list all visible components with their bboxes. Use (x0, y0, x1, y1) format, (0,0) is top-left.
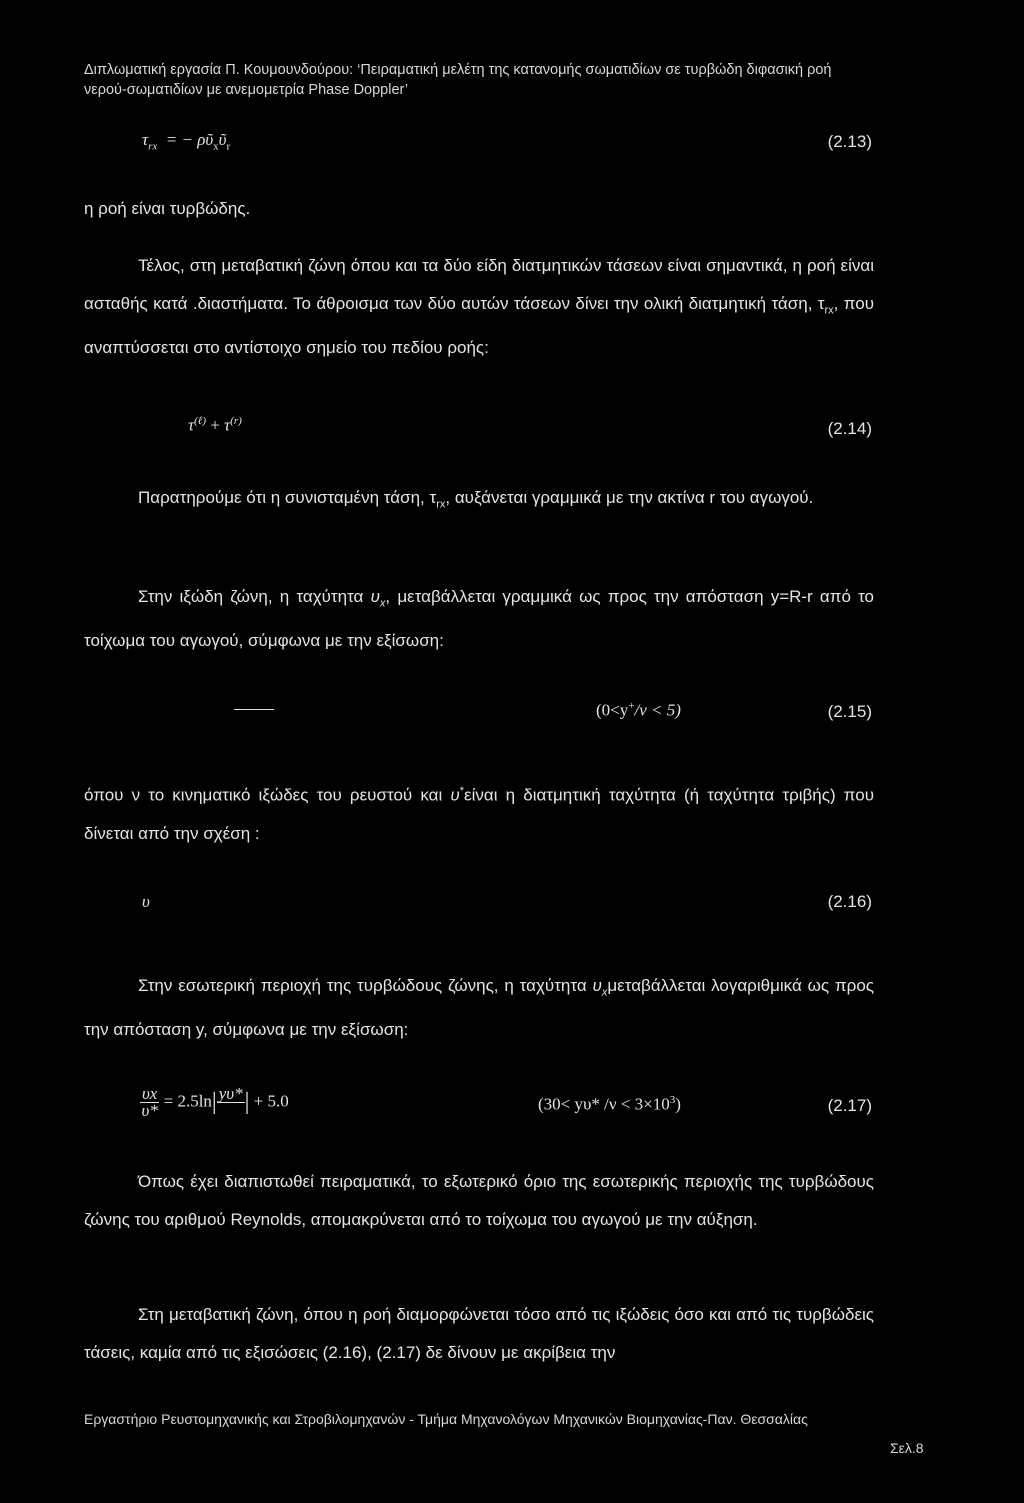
page-header (84, 60, 984, 100)
paragraph-inner: Στην εσωτερική περιοχή της τυρβώδους ζώνης, η ταχύτητα $\upsilon_x\mu\varepsilon\tau\alpha\beta ά\lambda\lambda\varepsilon\tau\alpha\iota$ λογαριθμικά ως προς την απόσταση y, σύμφωνα με την εξίσωση: (84, 976, 874, 1040)
equation-2-16: υ (142, 892, 150, 911)
equation-number-2-15: (2.15) (827, 702, 872, 721)
paragraph-reynolds: Όπως έχει διαπιστωθεί πειραματικά, το εξωτερικό όριο της εσωτερικής περιοχής της τυρβώδους ζώνης του αριθμού Reynolds, απομακρύνεται από το τοίχωμα του αγωγού με την αύξηση. (84, 1172, 874, 1229)
equation-2-17: $\frac{\upsilon x}{\upsilon*}$ = 2.5ln| yυ* | + 5.0 (141, 1084, 289, 1120)
paragraph-observe: Παρατηρούμε ότι η συνισταμένη τάση, $\tau_{rx}$, αυξάνεται γραμμικά με την ακτίνα r του αγωγού. (138, 488, 814, 511)
paragraph-nu: όπου ν το κινηματικό ιξώδες του ρευστού και υ*είναι η διατμητική ταχύτητα (ή ταχύτητα τριβής) που δίνεται από την σχέση : (84, 785, 875, 843)
equation-2-15 (234, 698, 274, 718)
fraction-ux-over-ustar: $\frac{\upsilon x}{\upsilon*}$ (141, 1084, 158, 1120)
equation-number-2-16: (2.16) (827, 892, 872, 911)
equation-2-13: $\tau_{rx}$ = − ρῦ$_x$ῦ$_r$ (142, 130, 231, 153)
equation-2-17-condition: (30< yυ* $/\nu < 3\times 10^3$) (538, 1094, 681, 1114)
paragraph-final: Στη μεταβατική ζώνη, όπου η ροή διαμορφώνεται τόσο από τις ιξώδεις όσο και από τις τυρβώδεις τάσεις, καμία από τις εξισώσεις (2.16), (2.17) δε δίνουν με ακρίβεια την (84, 1305, 874, 1362)
paragraph-turbulent: η ροή είναι τυρβώδης. (84, 199, 251, 218)
header-line-1: Διπλωματική εργασία Π. Κουμουνδούρου: ‘Πειραματική μελέτη της κατανομής σωματιδίων σε τυρβώδη διφασική ροή (84, 62, 832, 78)
paragraph-transition: Τέλος, στη μεταβατική ζώνη όπου και τα δύο είδη διατμητικών τάσεων είναι σημαντικά, η ροή είναι ασταθής κατά .διαστήματα. Το άθροισμα των δύο αυτών τάσεων δίνει την ολική διατμητική τάση, $\tau_{rx}$, που αναπτύσσεται στο αντίστοιχο σημείο του πεδίου ροής: (84, 256, 874, 358)
paragraph-viscous: Στην ιξώδη ζώνη, η ταχύτητα $\upsilon_x$, μεταβάλλεται γραμμικά ως προς την απόσταση y=R-r από το τοίχωμα του αγωγού, σύμφωνα με την εξίσωση: (84, 587, 875, 651)
equation-number-2-13: (2.13) (827, 132, 872, 151)
fraction-y-ustar-over-nu: yυ* (218, 1084, 243, 1103)
equation-number-2-17: (2.17) (827, 1096, 872, 1115)
fraction-bar (234, 709, 274, 710)
page-number: Σελ.8 (890, 1440, 924, 1456)
equation-number-2-14: (2.14) (827, 419, 872, 438)
header-line-2: νερού-σωματιδίων με ανεμομετρία Phase Doppler’ (84, 82, 409, 98)
page-footer: Εργαστήριο Ρευστομηχανικής και Στροβιλομηχανών - Τμήμα Μηχανολόγων Μηχανικών Βιομηχανίας-Παν. Θεσσαλίας (84, 1411, 808, 1427)
equation-2-14: $\tau^{(\ell)} + \tau^{(r)}$ (188, 415, 242, 435)
equation-2-15-condition: (0<y+/ν < 5) (596, 700, 681, 720)
